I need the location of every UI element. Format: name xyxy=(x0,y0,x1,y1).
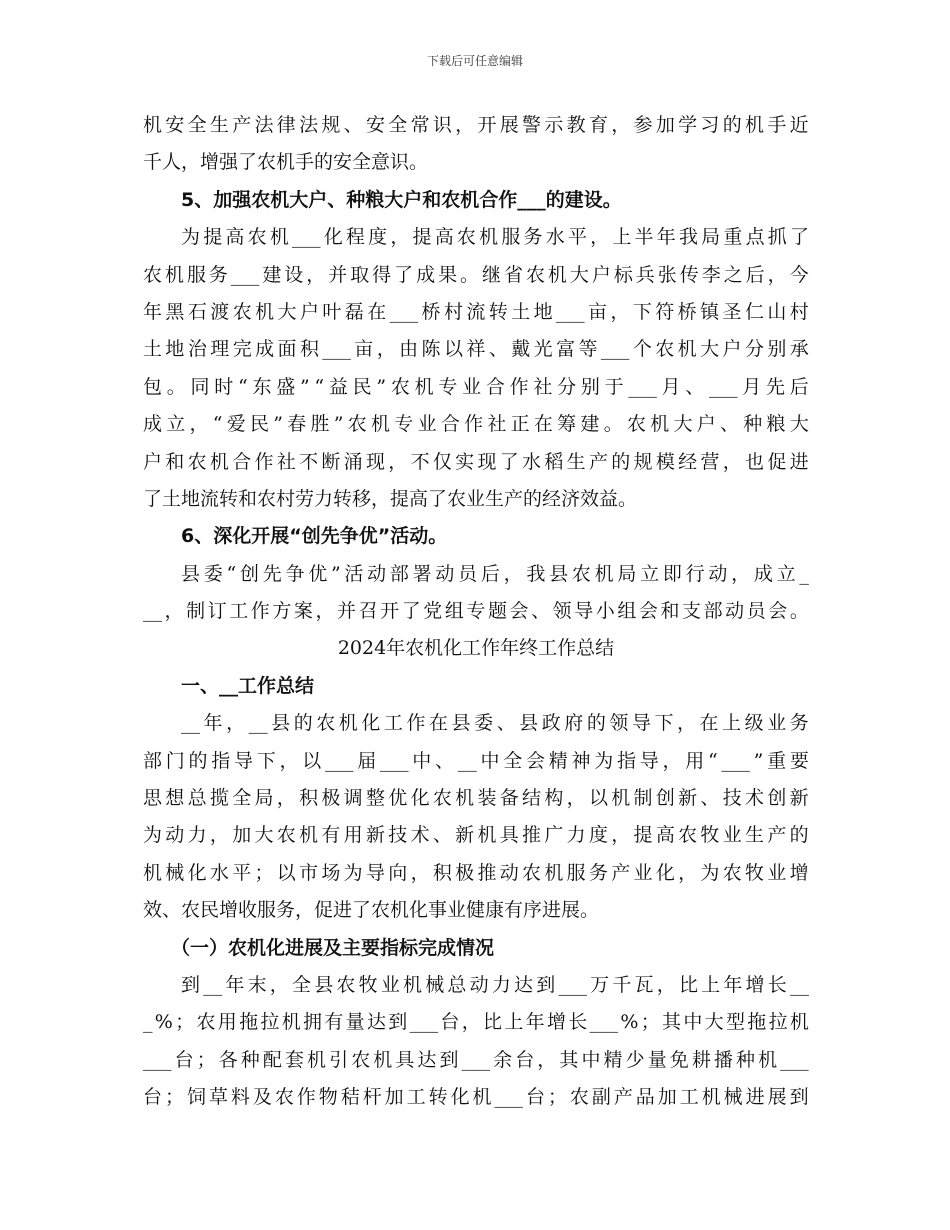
paragraph-line: __ 年 ， __ 县 的 农 机 化 工 作 在 县 委 、 县 政 府 的 领 导 下 ， 在 上 级 业 务 xyxy=(181,712,809,735)
paragraph-line: ___ 台 ； 各 种 配 套 机 引 农 机 具 达 到 ___ 余 台 ， 其 中 精 少 量 免 耕 播 种 机 ___ xyxy=(143,1048,809,1071)
subsection-heading: （一）农机化进展及主要指标完成情况 xyxy=(171,936,495,959)
paragraph-line: 年 黑 石 渡 农 机 大 户 叶 磊 在 ___ 桥 村 流 转 土 地 ___ 亩 ， 下 符 桥 镇 圣 仁 山 村 xyxy=(143,300,809,323)
paragraph-line: __ ， 制 订 工 作 方 案 ， 并 召 开 了 党 组 专 题 会 、 领 导 小 组 会 和 支 部 动 员 会 。 xyxy=(143,600,809,623)
page-header: 下载后可任意编辑 xyxy=(426,54,523,68)
paragraph-line: 了土地流转和农村劳力转移，提高了农业生产的经济效益。 xyxy=(143,487,638,510)
paragraph-line: 部 门 的 指 导 下 ， 以 ___ 届 ___ 中 、 __ 中 全 会 精 神 为 指 导 ， 用 “ ___ ” 重 要 xyxy=(143,749,809,772)
paragraph-line: 成 立 ， “ 爱 民 ” 春 胜 ” 农 机 专 业 合 作 社 正 在 筹 建 。 农 机 大 户 、 种 粮 大 xyxy=(143,413,809,436)
document-title: 2024年农机化工作年终工作总结 xyxy=(337,637,615,660)
paragraph-line: 土 地 治 理 完 成 面 积 ___ 亩 ， 由 陈 以 祥 、 戴 光 富 等 ___ 个 农 机 大 户 分 别 承 xyxy=(143,338,809,361)
section-heading: 一、__工作总结 xyxy=(181,674,315,697)
section-heading: 6、深化开展“创先争优”活动。 xyxy=(181,525,448,548)
section-heading: 5、加强农机大户、种粮大户和农机合作___的建设。 xyxy=(181,188,622,211)
paragraph-line: 机 安 全 生 产 法 律 法 规 、 安 全 常 识 ， 开 展 警 示 教 育 ， 参 加 学 习 的 机 手 近 xyxy=(143,114,809,136)
paragraph-line: 农 机 服 务 ___ 建 设 ， 并 取 得 了 成 果 。 继 省 农 机 大 户 标 兵 张 传 李 之 后 ， 今 xyxy=(143,263,809,286)
paragraph-line: 千人，增强了农机手的安全意识。 xyxy=(143,151,429,174)
paragraph-line: 包 。 同 时 “ 东 盛 ” “ 益 民 ” 农 机 专 业 合 作 社 分 别 于 ___ 月 、 ___ 月 先 后 xyxy=(143,375,809,398)
paragraph-line: 为 提 高 农 机 ___ 化 程 度 ， 提 高 农 机 服 务 水 平 ， 上 半 年 我 局 重 点 抓 了 xyxy=(181,226,809,249)
paragraph-line: 县 委 “ 创 先 争 优 ” 活 动 部 署 动 员 后 ， 我 县 农 机 局 立 即 行 动 ， 成 立 _ xyxy=(181,562,809,585)
paragraph-line: _ % ； 农 用 拖 拉 机 拥 有 量 达 到 ___ 台 ， 比 上 年 增 长 ___ % ； 其 中 大 型 拖 拉 机 xyxy=(143,1011,809,1034)
paragraph-line: 机 械 化 水 平 ； 以 市 场 为 导 向 ， 积 极 推 动 农 机 服 务 产 业 化 ， 为 农 牧 业 增 xyxy=(143,861,809,884)
document-body xyxy=(143,107,809,1117)
paragraph-line: 思 想 总 揽 全 局 ， 积 极 调 整 优 化 农 机 装 备 结 构 ， 以 机 制 创 新 、 技 术 创 新 xyxy=(143,787,809,810)
paragraph-line: 户 和 农 机 合 作 社 不 断 涌 现 ， 不 仅 实 现 了 水 稻 生 产 的 规 模 经 营 ， 也 促 进 xyxy=(143,450,809,473)
paragraph-line: 为 动 力 ， 加 大 农 机 有 用 新 技 术 、 新 机 具 推 广 力 度 ， 提 高 农 牧 业 生 产 的 xyxy=(143,824,809,847)
paragraph-line: 台 ； 饲 草 料 及 农 作 物 秸 杆 加 工 转 化 机 ___ 台 ； 农 副 产 品 加 工 机 械 进 展 到 xyxy=(143,1086,809,1109)
paragraph-line: 到 __ 年 末 ， 全 县 农 牧 业 机 械 总 动 力 达 到 ___ 万 千 瓦 ， 比 上 年 增 长 __ xyxy=(181,973,809,996)
paragraph-line: 效、农民增收服务，促进了农机化事业健康有序进展。 xyxy=(143,899,600,922)
